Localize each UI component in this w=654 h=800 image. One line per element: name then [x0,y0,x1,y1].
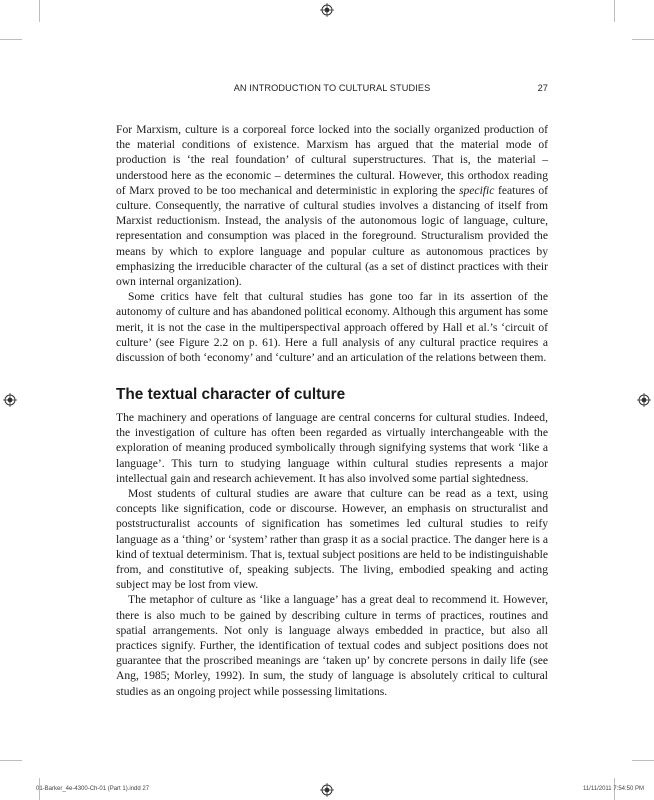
body-section-marxism [116,122,548,365]
page-number: 27 [537,83,548,93]
section-heading: The textual character of culture [116,386,346,403]
crop-mark-top-left-v [39,0,40,22]
crop-mark-top-right-h [632,39,654,40]
registration-mark-icon [320,783,334,797]
body-section-textual-character [116,410,548,699]
registration-mark-icon [320,3,334,17]
footer-timestamp: 11/11/2011 7:54:50 PM [582,786,644,792]
crop-mark-top-right-v [614,0,615,22]
paragraph: The machinery and operations of language are central concerns for cultural studies. Indeed, the investigation of culture has often been regarded as virtually interchangeable with the exploration of meaning produced symbolically through signifying systems that work ‘like a language’. This turn to studying language within cultural studies represents a major intellectual gain and research achievement. It has also involved some partial sightedness. [116,411,548,485]
paragraph: Some critics have felt that cultural studies has gone too far in its assertion of the autonomy of culture and has abandoned political economy. Although this argument has some merit, it is not the case in the multiperspectival approach offered by Hall et al.’s ‘circuit of culture’ (see Figure 2.2 on p. 61). Here a full analysis of any cultural practice requires a discussion of both ‘economy’ and ‘culture’ and an articulation of the relations between them. [116,290,548,365]
paragraph: For Marxism, culture is a corporeal force locked into the socially organized production of the material conditions of existence. Marxism has argued that the material mode of production is ‘the real foundation’ of cultural superstructures. That is, the material – understood here as the economic – determines the cultural. However, this orthodox reading of Marx proved to be too mechanical and deterministic in exploring the specific features of culture. Consequently, the narrative of cultural studies involves a distancing of itself from Marxist reductionism. Instead, the analysis of the autonomous logic of language, culture, representation and consumption was placed in the foreground. Structuralism provided the means by which to explore language and popular culture as autonomous practices by emphasizing the irreducible character of the cultural (as a set of distinct practices with their own internal organization). [116,123,548,289]
crop-mark-top-left-h [0,39,22,40]
registration-mark-icon [3,393,17,407]
crop-mark-bottom-left-h [0,760,22,761]
paragraph: The metaphor of culture as ‘like a language’ has a great deal to recommend it. However, there is also much to be gained by describing culture in terms of practices, routines and spatial arrangements. Not only is language always embedded in practice, but also all practices signify. Further, the identification of textual codes and subject positions does not guarantee that the proscribed meanings are ‘taken up’ by concrete persons in daily life (see Ang, 1985; Morley, 1992). In sum, the study of language is absolutely critical to cultural studies as an ongoing project while possessing limitations. [116,593,548,698]
running-header [116,83,548,97]
running-title: AN INTRODUCTION TO CULTURAL STUDIES [233,83,431,93]
registration-mark-icon [637,393,651,407]
crop-mark-bottom-right-h [632,760,654,761]
emphasis: specific [458,183,495,197]
paragraph: Most students of cultural studies are aware that culture can be read as a text, using concepts like signification, code or discourse. However, an emphasis on structuralist and poststructuralist accounts of signification has sometimes led cultural studies to reify language as a ‘thing’ or ‘system’ rather than grasp it as a social practice. The danger here is a kind of textual determinism. That is, textual subject positions are held to be indistinguishable from, and constitutive of, speaking subjects. The living, embodied speaking and acting subject may be lost from view. [116,487,548,592]
footer-file-name: 01-Barker_4e-4300-Ch-01 (Part 1).indd 27 [36,786,150,792]
